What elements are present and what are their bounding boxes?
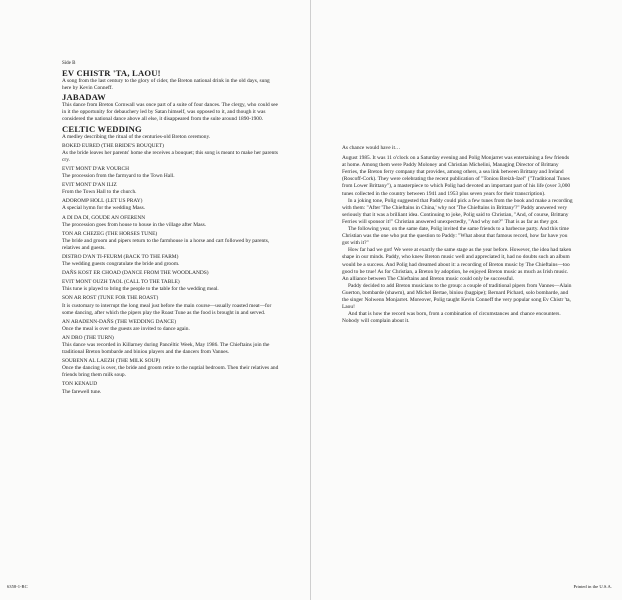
medley-item xyxy=(62,279,280,293)
medley-item xyxy=(62,231,280,252)
medley-item xyxy=(62,270,280,277)
story-paragraph: The following year, on the same date, Polig invited the same friends to a barbecue party. And this time Christian was the one who put the question to Paddy: "What about that famous record, how far have you got with it?" xyxy=(342,226,569,247)
medley-list xyxy=(62,143,280,396)
medley-item xyxy=(62,198,280,212)
left-column xyxy=(62,60,280,396)
medley-item-desc: The procession goes from house to house in the village after Mass. xyxy=(62,221,207,228)
story-paragraph: And that is how the record was born, from a combination of circumstances and chance encounters. Nobody will complain about it. xyxy=(342,311,561,325)
medley-item-desc: The bride and groom and pipers return to the farmhouse in a horse and cart followed by parents, relatives and guests. xyxy=(62,237,270,251)
medley-item-desc: This tune is played to bring the people to the table for the wedding meal. xyxy=(62,286,219,293)
medley-item-desc: From the Town Hall to the church. xyxy=(62,189,137,196)
medley-item xyxy=(62,166,280,180)
story-paragraph: How far had we got! We were at exactly the same stage as the year before. However, the idea had taken shape in our minds. Paddy, who knew Breton music well and appreciated it, had no doubts such an album would be a success. And Polig had dreamed about it: a recording of Breton music by The Chieftains—too good to be true! As for Christian, a Breton by adoption, he enjoyed Breton music as much as Irish music. An alliance between The Chieftains and Breton music could only be successful. xyxy=(342,247,572,282)
story-paragraph: Paddy decided to add Breton musicians to the group: a couple of traditional pipers from Vannes—Alain Guerton, bombarde (shawm), and Michel Bertae, biniou (bagpipe); Bernard Pichard, solo bombarde, and the singer Nolwenn Monjarret. Moreover, Polig taught Kevin Conneff the very popular song Ev Chistr 'ta, Laou! xyxy=(342,282,572,311)
medley-item-desc: The farewell tune. xyxy=(62,388,102,395)
medley-item-desc: This dance was recorded in Killarney during Pancéltic Week, May 1986. The Chieftains join the traditional Breton bombarde and biniou players and the dancers from Vannes. xyxy=(62,342,270,356)
song-description: A song from the last century to the glory of cider, the Breton national drink in the old days, sung here by Kevin Conneff. xyxy=(62,78,270,92)
medley-item-title: SON AR ROST (TUNE FOR THE ROAST) xyxy=(62,295,159,302)
medley-item xyxy=(62,319,280,333)
medley-item-title: DAÑS KOST ER CHOAD (DANCE FROM THE WOODLANDS) xyxy=(62,270,209,277)
medley-item-title: AN ABADENN-DAÑS (THE WEDDING DANCE) xyxy=(62,318,176,325)
medley-item xyxy=(62,335,280,356)
medley-item xyxy=(62,182,280,196)
song-title: JABADAW xyxy=(62,92,106,103)
medley-item xyxy=(62,295,280,316)
printed-in-label: Printed in the U.S.A. xyxy=(573,584,612,589)
medley-item-title: TON KENAUD xyxy=(62,381,98,388)
medley-item-desc: It is customary to interrupt the long meal just before the main course—usually roasted meat—for some dancing, after which the pipers play the Roast Tune as the food is brought in and served. xyxy=(62,302,272,316)
medley-item-title: DISTRO D'AN TI-FEURM (BACK TO THE FARM) xyxy=(62,253,179,260)
medley-item-title: AN DRO (THE TURN) xyxy=(62,334,114,341)
medley-item-desc: The procession from the farmyard to the Town Hall. xyxy=(62,173,175,180)
story-paragraph: In a joking tone, Polig suggested that Paddy could pick a few tunes from the book and make a recording with them: "After 'The Chieftains in China,' why not 'The Chieftains in Brittany'?" Paddy answered very seriously that it was a brilliant idea. Continuing to joke, Polig said to Christian, "And, of course, Brittany Ferries will sponsor it!" Christian answered unexpectedly, "And why not?" That is as far as they got. xyxy=(342,197,573,225)
medley-item-title: A DI DA DI, GOUDE AN OFERENN xyxy=(62,214,146,221)
medley-item-desc: As the bride leaves her parents' home she receives a bouquet; this song is meant to make her parents cry. xyxy=(62,149,278,163)
medley-item-desc: Once the dancing is over, the bride and groom retire to the nuptial bedroom. Then their relatives and friends bring them milk soup. xyxy=(62,365,279,379)
medley-item-title: EVIT MONT D'AN ILIZ xyxy=(62,182,117,189)
catalog-number: 6358-1-RC xyxy=(7,584,28,589)
medley-item-title: SOUBENN AL LAEZH (THE MILK SOUP) xyxy=(62,358,161,365)
medley-item xyxy=(62,254,280,268)
song-description: A medley describing the ritual of the centuries-old Breton ceremony. xyxy=(62,133,211,140)
song-title: CELTIC WEDDING xyxy=(62,123,142,134)
medley-item-title: TON AR CHEZEG (THE HORSES TUNE) xyxy=(62,230,158,237)
medley-item-desc: Once the meal is over the guests are invited to dance again. xyxy=(62,325,190,332)
medley-item xyxy=(62,215,280,229)
medley-item xyxy=(62,143,280,164)
medley-item xyxy=(62,358,280,379)
right-column xyxy=(342,145,574,325)
side-label: Side B xyxy=(62,61,76,66)
story-paragraph: August 1985. It was 11 o'clock on a Saturday evening and Polig Monjarret was entertaining a few friends at home. Among them were Paddy Moloney and Christian Michelini, Managing Director of Brittany Ferries, the Breton ferry company that provides, among others, a sea link between Brittany and Ireland (Roscoff-Cork). They were celebrating the recent publication of "Toniou Breizh-Izel" ("Traditional Tunes from Lower Brittany"), a masterpiece to which Polig had devoted an important part of his life (over 3,000 tunes collected in the country between 1941 and 1953 plus seven years for their transcription). xyxy=(342,155,571,197)
song-description: This dance from Breton Cornwall was once part of a suite of four dances. The clergy, who could see in it the opportunity for debauchery led by Satan himself, was opposed to it, and though it was considered the national dance above all else, it disappeared from the suite around 1890-1900. xyxy=(62,102,278,123)
medley-item-desc: The wedding guests congratulate the bride and groom. xyxy=(62,261,180,268)
story-intro: As chance would have it… xyxy=(342,145,401,151)
medley-item-title: EVIT MONT D'AR VOURCH xyxy=(62,165,130,172)
medley-item xyxy=(62,381,280,395)
medley-item-desc: A special hymn for the wedding Mass. xyxy=(62,205,146,212)
medley-item-title: BOKED EURED (THE BRIDE'S BOUQUET) xyxy=(62,142,164,149)
medley-item-title: ADOROMP HOLL (LET US PRAY) xyxy=(62,198,143,205)
song-title: EV CHISTR 'TA, LAOU! xyxy=(62,68,161,79)
medley-item-title: EVIT MONT OUZH TAOL (CALL TO THE TABLE) xyxy=(62,279,180,286)
